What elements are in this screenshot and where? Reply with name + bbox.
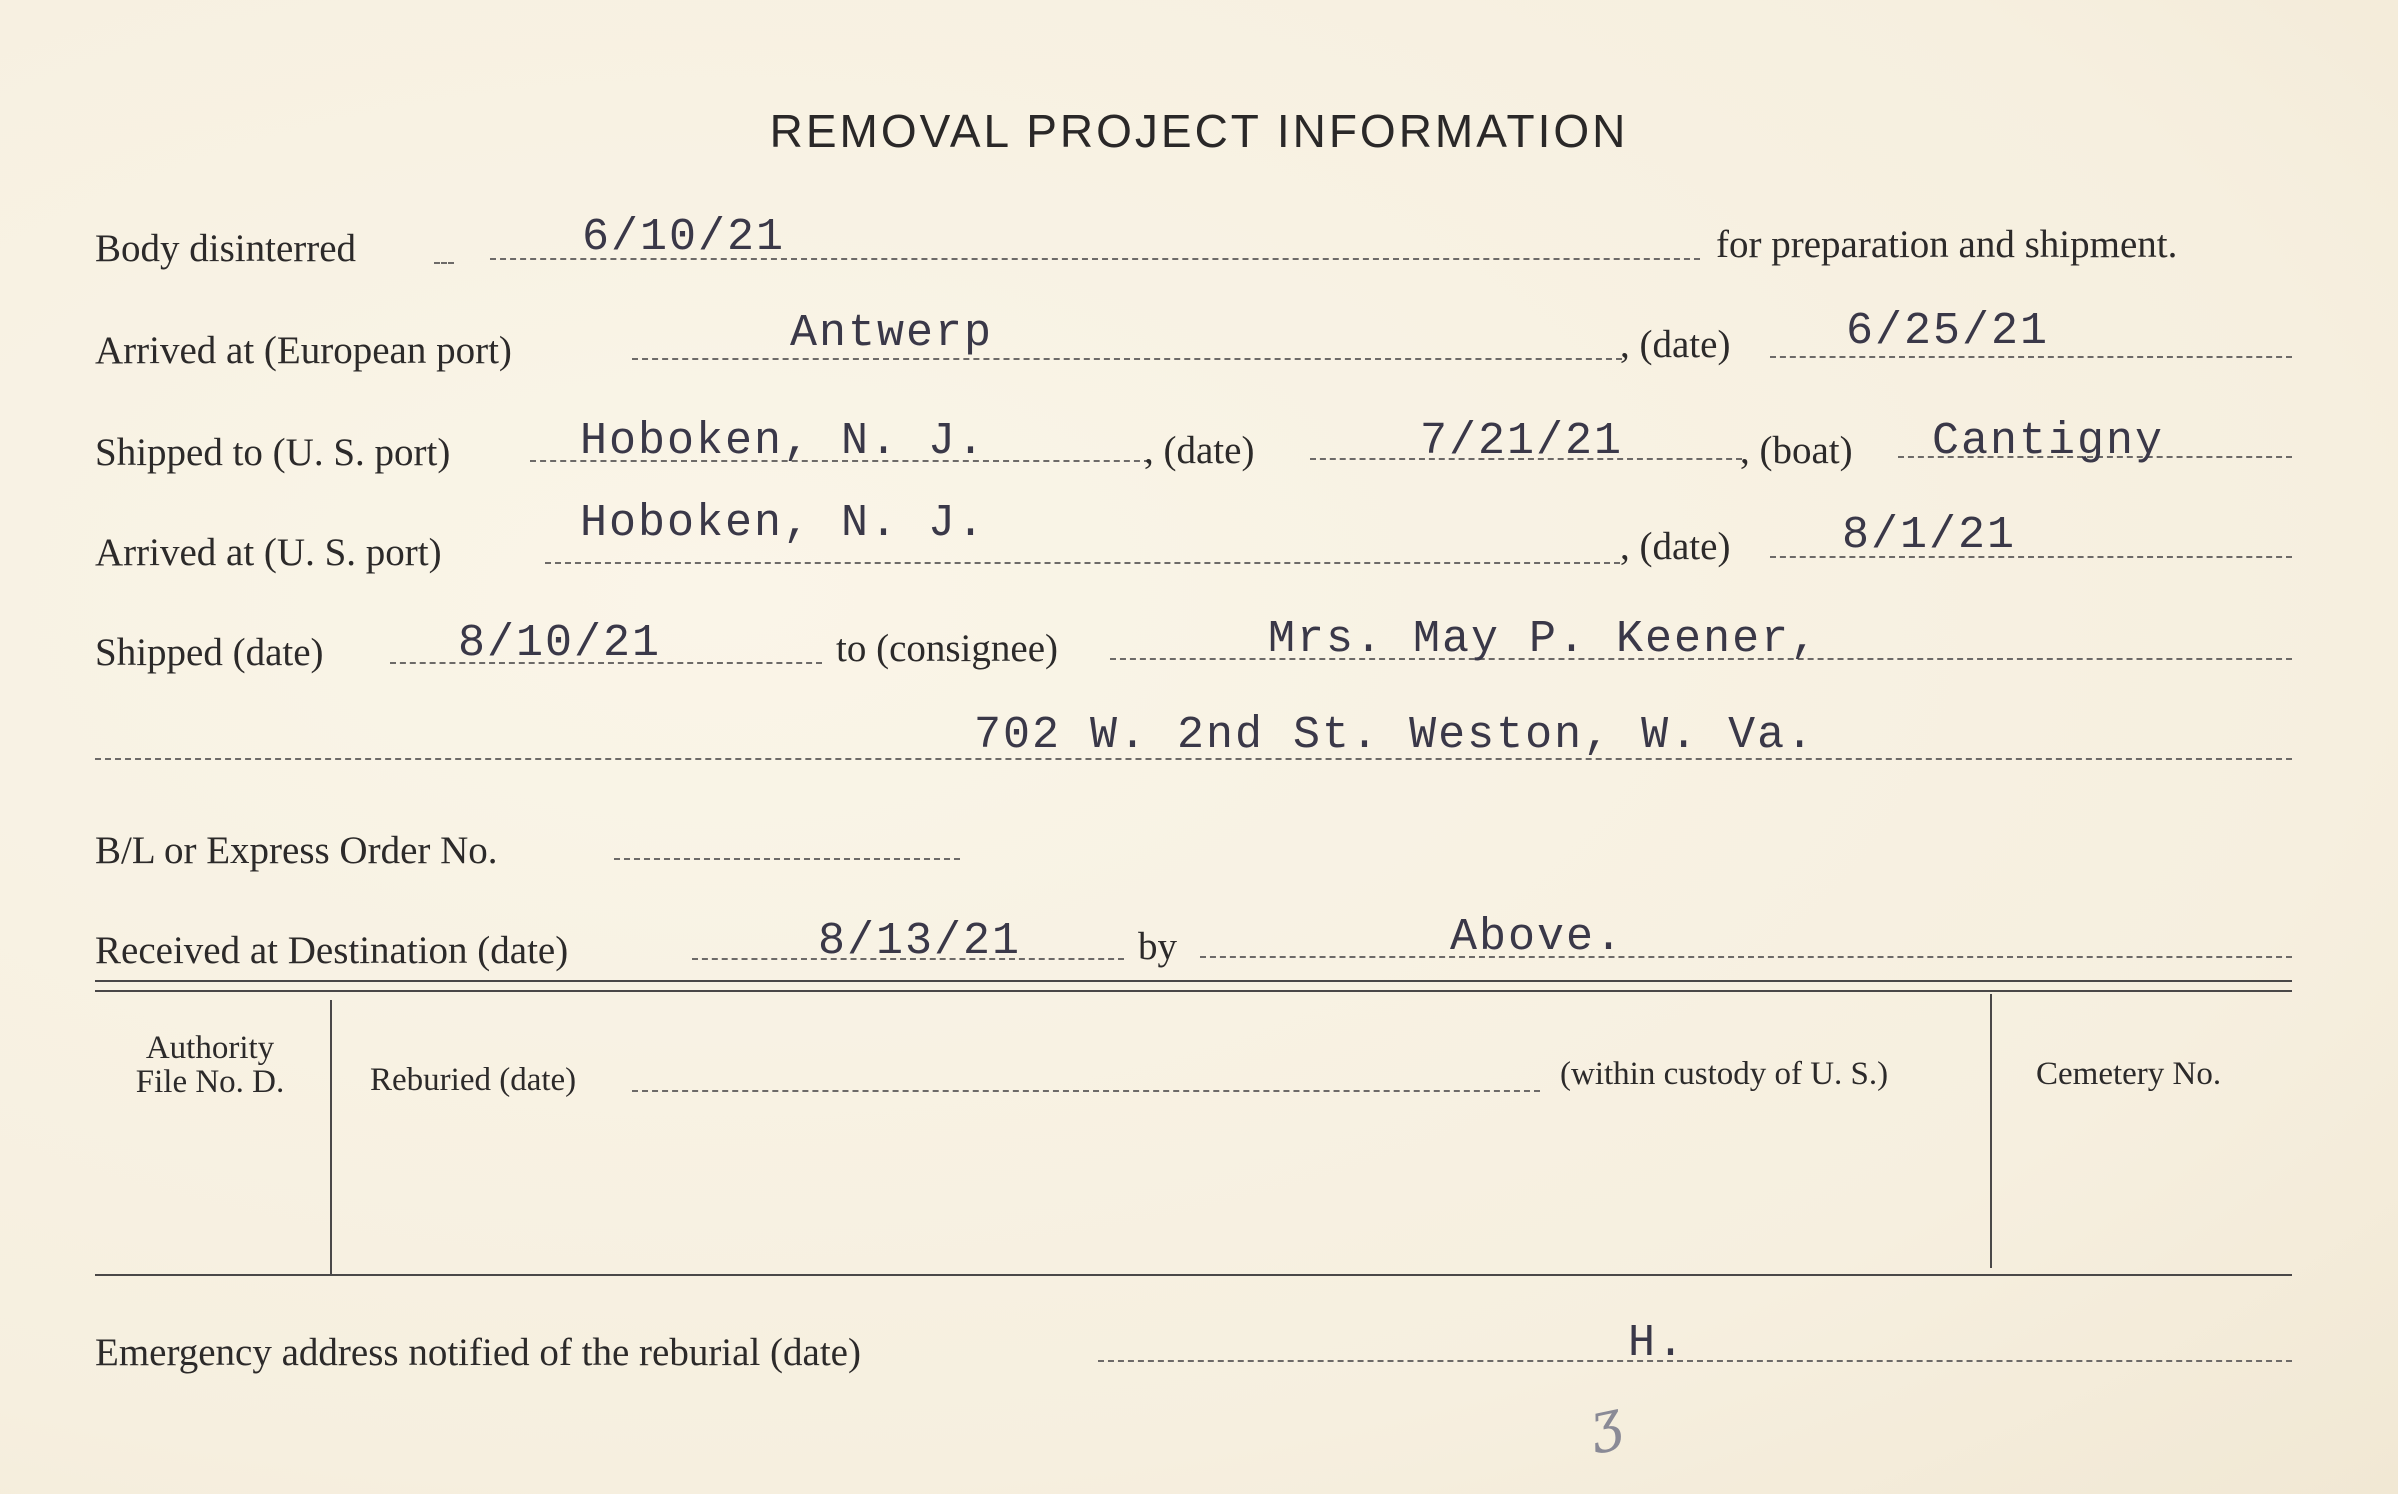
arrived-european-date-label: , (date) <box>1620 323 1731 366</box>
column-divider <box>1990 994 1992 1268</box>
divider-rule <box>95 1274 2292 1276</box>
consignee-value: Mrs. May P. Keener, <box>1268 614 1820 665</box>
arrived-european-port-label: Arrived at (European port) <box>95 329 512 372</box>
arrived-european-date-value: 6/25/21 <box>1846 306 2050 357</box>
arrived-european-port-value: Antwerp <box>790 308 994 359</box>
arrived-us-date-label: , (date) <box>1620 525 1731 568</box>
dotted-line <box>632 358 1622 360</box>
shipped-date-value: 8/10/21 <box>458 618 662 669</box>
body-disinterred-value: 6/10/21 <box>582 212 786 263</box>
dotted-line <box>545 562 1620 564</box>
shipped-us-boat-label: , (boat) <box>1740 429 1853 472</box>
consignee-label: to (consignee) <box>836 627 1059 670</box>
custody-label: (within custody of U. S.) <box>1560 1056 1889 1092</box>
bl-order-label: B/L or Express Order No. <box>95 829 498 872</box>
dotted-line <box>614 858 960 860</box>
divider-rule <box>95 980 2292 982</box>
consignee-address-value: 702 W. 2nd St. Weston, W. Va. <box>974 710 1816 761</box>
authority-label: Authority <box>145 1030 275 1066</box>
page-title: REMOVAL PROJECT INFORMATION <box>769 105 1629 157</box>
file-no-label: File No. D. <box>135 1064 285 1100</box>
shipped-us-boat-value: Cantigny <box>1932 416 2165 467</box>
shipped-us-port-value: Hoboken, N. J. <box>580 416 987 467</box>
arrived-us-port-label: Arrived at (U. S. port) <box>95 531 442 574</box>
dotted-line <box>632 1090 1540 1092</box>
dotted-line <box>1200 956 2292 958</box>
received-destination-label: Received at Destination (date) <box>95 929 569 972</box>
pencil-mark: ʒ <box>1583 1387 1627 1456</box>
dotted-line <box>434 262 454 264</box>
received-destination-date: 8/13/21 <box>818 916 1022 967</box>
dotted-line <box>1098 1360 2292 1362</box>
preparation-shipment-label: for preparation and shipment. <box>1716 223 2178 266</box>
emergency-address-label: Emergency address notified of the reburial (date) <box>95 1331 861 1374</box>
shipped-us-date-value: 7/21/21 <box>1420 416 1624 467</box>
arrived-us-date-value: 8/1/21 <box>1842 510 2017 561</box>
divider-rule <box>95 990 2292 992</box>
shipped-us-date-label: , (date) <box>1144 429 1255 472</box>
body-disinterred-label: Body disinterred <box>95 227 357 270</box>
column-divider <box>330 1000 332 1276</box>
arrived-us-port-value: Hoboken, N. J. <box>580 498 987 549</box>
received-by-value: Above. <box>1450 912 1625 963</box>
cemetery-no-label: Cemetery No. <box>2036 1056 2222 1092</box>
emergency-address-value: H. <box>1628 1318 1687 1369</box>
shipped-date-label: Shipped (date) <box>95 631 324 674</box>
shipped-us-port-label: Shipped to (U. S. port) <box>95 431 451 474</box>
received-by-label: by <box>1138 925 1177 968</box>
reburied-date-label: Reburied (date) <box>370 1062 577 1098</box>
